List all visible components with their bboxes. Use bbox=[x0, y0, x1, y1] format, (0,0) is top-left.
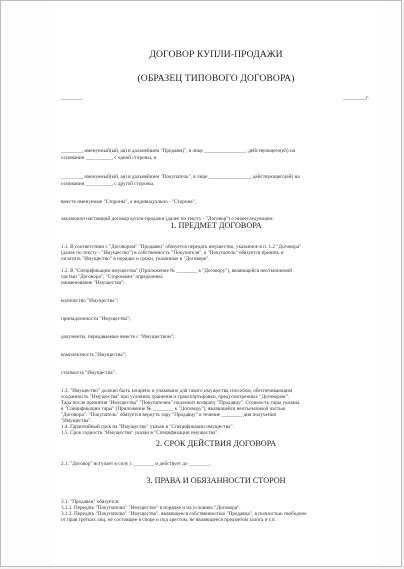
s3-line-1: 3.1. "Продавец" обязуется: bbox=[61, 499, 120, 505]
parties-line-6: заключили настоящий договор купли-продажи (далее по тексту - "Договор") о нижеследующем. bbox=[61, 216, 274, 222]
s3-line-2: 3.1.1. Передать "Покупателю" "Имущество" в порядке и на условиях "Договора". bbox=[61, 505, 241, 511]
s1-item-4: комплектность "Имущества"; bbox=[61, 352, 127, 358]
s1-item-3: документы, передаваемые вместе с "Имуществом"; bbox=[61, 334, 175, 340]
s1-p1-line-1: 1.1. В соответствии с "Договором" "Продавец" обязуется передать имущество, указанное в п. 1.2 "Договора" bbox=[61, 244, 302, 250]
s1-p2-line-2: частью "Договора", "Сторонами" определены: bbox=[61, 274, 164, 280]
parties-line-3: ________, именуемый(ый, ая) в дальнейшем "Покупатель", в лице ________________, действующего(ей) на bbox=[61, 174, 300, 180]
document-subtitle: (ОБРАЗЕЦ ТИПОВОГО ДОГОВОРА) bbox=[137, 73, 295, 84]
parties-line-1: ________, именуемый(ый, ая) в дальнейшем "Продавец", в лице ________________, действующего(ей) на bbox=[61, 148, 296, 154]
s1-item-1: количество "Имущества"; bbox=[61, 298, 119, 304]
document-page bbox=[53, 7, 379, 566]
parties-line-4: основании __________, с другой стороны, bbox=[61, 181, 155, 187]
s1-p3-line-6: "Имущества". bbox=[61, 418, 92, 424]
document-title: ДОГОВОР КУПЛИ-ПРОДАЖИ bbox=[149, 49, 283, 60]
s1-p3-line-2: сохранность "Имущества" при условиях хранения и транспортировки, предусмотренных "Договором". bbox=[61, 394, 290, 400]
s1-p2-line-3: наименование "Имущества"; bbox=[61, 280, 125, 286]
section-3-heading: 3. ПРАВА И ОБЯЗАННОСТИ СТОРОН bbox=[146, 476, 286, 485]
s1-p3-line-7: 1.4. Гарантийный срок на "Имущество" указан в "Спецификации имущества". bbox=[61, 424, 234, 430]
s1-item-5: стоимость "Имущества". bbox=[61, 370, 116, 376]
s1-p1-line-2: (далее по тексту - "Имущество") в собственность "Покупателя", а "Покупатель" обязуется принять и bbox=[61, 250, 284, 256]
parties-line-2: основании __________, с одной стороны, и bbox=[61, 155, 157, 161]
s1-p3-line-4: в "Спецификации тары" (Приложение № ________ к "Договору"), являющейся неотъемлемой частью bbox=[61, 406, 286, 412]
s1-item-2: принадлежности "Имущества"; bbox=[61, 316, 131, 322]
s1-p3-line-3: Тара после принятия "Имущества" "Покупателем" подлежит возврату "Продавцу". Стоимость тары указана bbox=[61, 400, 300, 406]
s1-p2-line-1: 1.2. В "Спецификации имущества" (Приложение № ________ к "Договору"), являющейся неотъемлемой bbox=[61, 268, 293, 274]
s1-p3-line-1: 1.3. "Имущество" должно быть затарено и упаковано для такого имущества способом, обеспечивающим bbox=[61, 388, 293, 394]
section-2-heading: 2. СРОК ДЕЙСТВИЯ ДОГОВОРА bbox=[155, 439, 277, 448]
s3-line-3: 3.1.2. Передать "Покупателю" "Имущество", являющееся собственностью "Продавца", в полностью свободное bbox=[61, 511, 307, 517]
place-blank: ________ bbox=[61, 95, 82, 101]
s1-p3-line-8: 1.5. Срок годности "Имущества" указан в "Спецификации имущества". bbox=[61, 430, 219, 436]
section-1-heading: 1. ПРЕДМЕТ ДОГОВОРА bbox=[170, 221, 262, 230]
date-blank: _________г. bbox=[342, 95, 369, 101]
s1-p3-line-5: "Договора". "Покупатель" обязуется вернуть тару "Продавцу" в течение ________ дня получения bbox=[61, 412, 276, 418]
s1-p1-line-3: оплатить "Имущество" в порядке и сроки, указанные в "Договоре". bbox=[61, 256, 210, 262]
parties-line-5: вместе именуемые "Стороны", а индивидуально - "Сторона", bbox=[61, 199, 196, 205]
s3-line-4: от прав третьих лиц, не состоящее в споре и под арестом, не являющееся предметом залога и т.п. bbox=[61, 517, 276, 523]
s2-line-1: 2.1. "Договор" вступает в силу с ________ и действует до ________. bbox=[61, 461, 211, 467]
